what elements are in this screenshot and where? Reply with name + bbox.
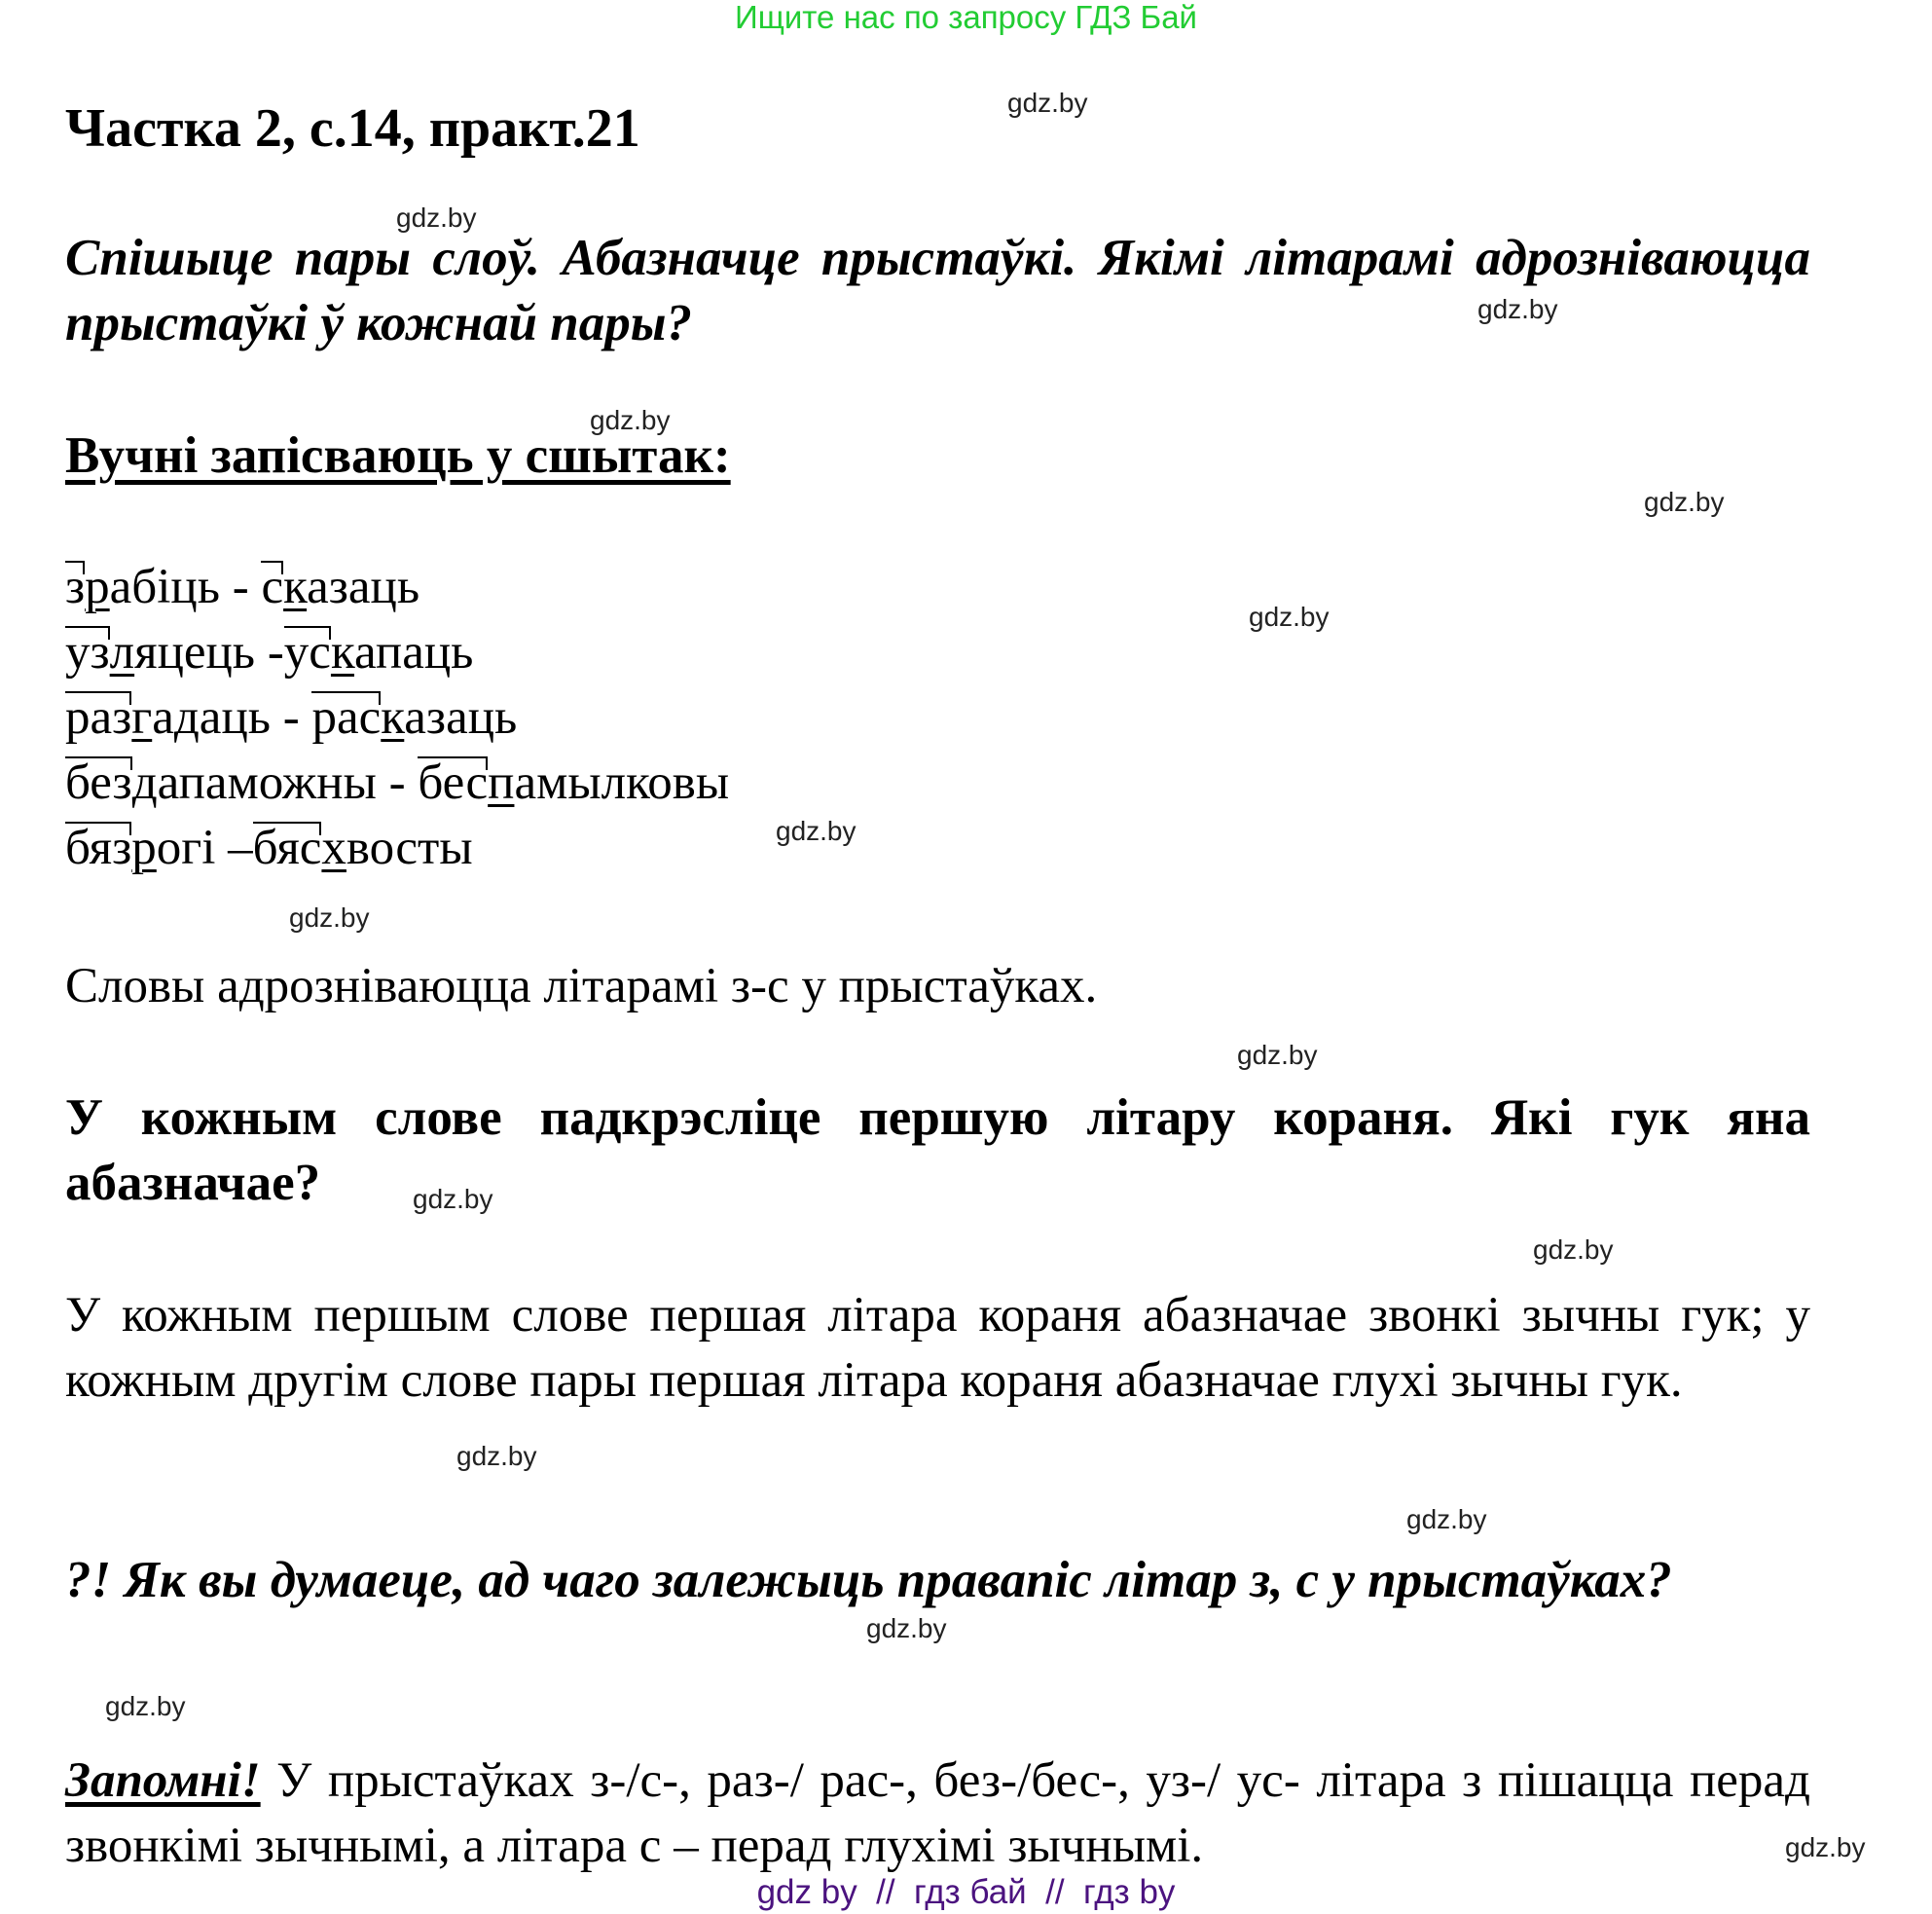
word-rest: огі — [156, 821, 216, 875]
word-rest: адаць — [152, 690, 271, 745]
prefix-mark: ус — [284, 620, 331, 685]
students-write-heading: Вучні запісваюць у сшытак: — [65, 427, 731, 484]
word-pair — [65, 751, 729, 816]
prefix-mark: бяз — [65, 816, 131, 881]
root-first-letter: р — [131, 821, 157, 875]
answer-2: У кожным першым слове першая літара кораня абазначае звонкі зычны гук; у кожным другім слове пары першая літара кораня абазначае глухі зычны гук. — [65, 1288, 1810, 1408]
pair-separator: - — [255, 625, 284, 680]
word-pairs-list — [65, 555, 729, 881]
watermark: gdz.by — [1406, 1504, 1487, 1534]
root-first-letter: д — [131, 755, 158, 810]
pair-separator: - — [271, 690, 312, 745]
word-rest: абіць — [109, 560, 220, 614]
watermark: gdz.by — [1237, 1040, 1318, 1070]
watermark: gdz.by — [1533, 1234, 1614, 1265]
prefix-mark: бяс — [253, 816, 322, 881]
remember-note — [65, 1748, 1810, 1879]
word-rest: апаць — [353, 625, 474, 680]
root-first-letter: л — [109, 625, 135, 680]
word-pair — [65, 685, 729, 751]
prefix-mark: с — [261, 555, 283, 620]
prefix-mark: без — [65, 751, 132, 816]
root-first-letter: к — [330, 625, 354, 680]
footer-text: gdz by // гдз бай // гдз by — [756, 1873, 1176, 1911]
top-banner: Ищите нас по запросу ГДЗ Бай — [735, 0, 1197, 35]
watermark: gdz.by — [456, 1441, 537, 1471]
prefix-mark: бес — [418, 751, 488, 816]
remember-text: У прыстаўках з-/с-, раз-/ рас-, без-/бес-, уз-/ ус- літара з пішацца перад звонкімі зычнымі, а літара с – перад глухімі зычнымі. — [65, 1753, 1810, 1873]
pair-separator: – — [215, 821, 253, 875]
watermark: gdz.by — [590, 405, 671, 435]
watermark: gdz.by — [1644, 487, 1725, 517]
pair-separator: - — [219, 560, 262, 614]
word-pair — [65, 555, 729, 620]
word-rest: яцець — [134, 625, 256, 680]
watermark: gdz.by — [105, 1691, 186, 1721]
watermark: gdz.by — [1249, 602, 1330, 632]
root-first-letter: п — [488, 755, 515, 810]
root-first-letter: х — [321, 821, 346, 875]
task-instruction-1: Спішыце пары слоў. Абазначце прыстаўкі. Якімі літарамі адрозніваюцца прыстаўкі ў кожнай пары? — [65, 230, 1810, 351]
word-rest: азаць — [307, 560, 420, 614]
pair-separator: - — [376, 755, 419, 810]
root-first-letter: к — [381, 690, 405, 745]
watermark: gdz.by — [1007, 88, 1088, 118]
watermark: gdz.by — [1785, 1832, 1866, 1862]
prefix-mark: уз — [65, 620, 110, 685]
word-rest: амылковы — [514, 755, 730, 810]
watermark: gdz.by — [1477, 294, 1558, 324]
word-pair — [65, 816, 729, 881]
root-first-letter: к — [283, 560, 308, 614]
word-rest: азаць — [404, 690, 518, 745]
watermark: gdz.by — [776, 816, 857, 846]
watermark: gdz.by — [866, 1613, 947, 1643]
root-first-letter: р — [85, 560, 110, 614]
answer-1: Словы адрозніваюцца літарамі з-с у прыстаўках. — [65, 959, 1098, 1013]
page-title: Частка 2, с.14, практ.21 — [65, 98, 640, 159]
watermark: gdz.by — [396, 202, 477, 233]
task-instruction-2: У кожным слове падкрэсліце першую літару кораня. Які гук яна абазначае? — [65, 1089, 1810, 1211]
task-instruction-3: ?! Як вы думаеце, ад чаго залежыць правапіс літар з, с у прыстаўках? — [65, 1552, 1672, 1608]
footer-links — [0, 1873, 1932, 1912]
watermark: gdz.by — [289, 902, 370, 933]
remember-label: Запомні! — [65, 1753, 261, 1808]
prefix-mark: рас — [311, 685, 381, 751]
watermark: gdz.by — [413, 1184, 493, 1214]
word-pair — [65, 620, 729, 685]
word-rest: апаможны — [157, 755, 377, 810]
prefix-mark: раз — [65, 685, 131, 751]
word-rest: восты — [346, 821, 473, 875]
prefix-mark: з — [65, 555, 85, 620]
root-first-letter: г — [131, 690, 153, 745]
